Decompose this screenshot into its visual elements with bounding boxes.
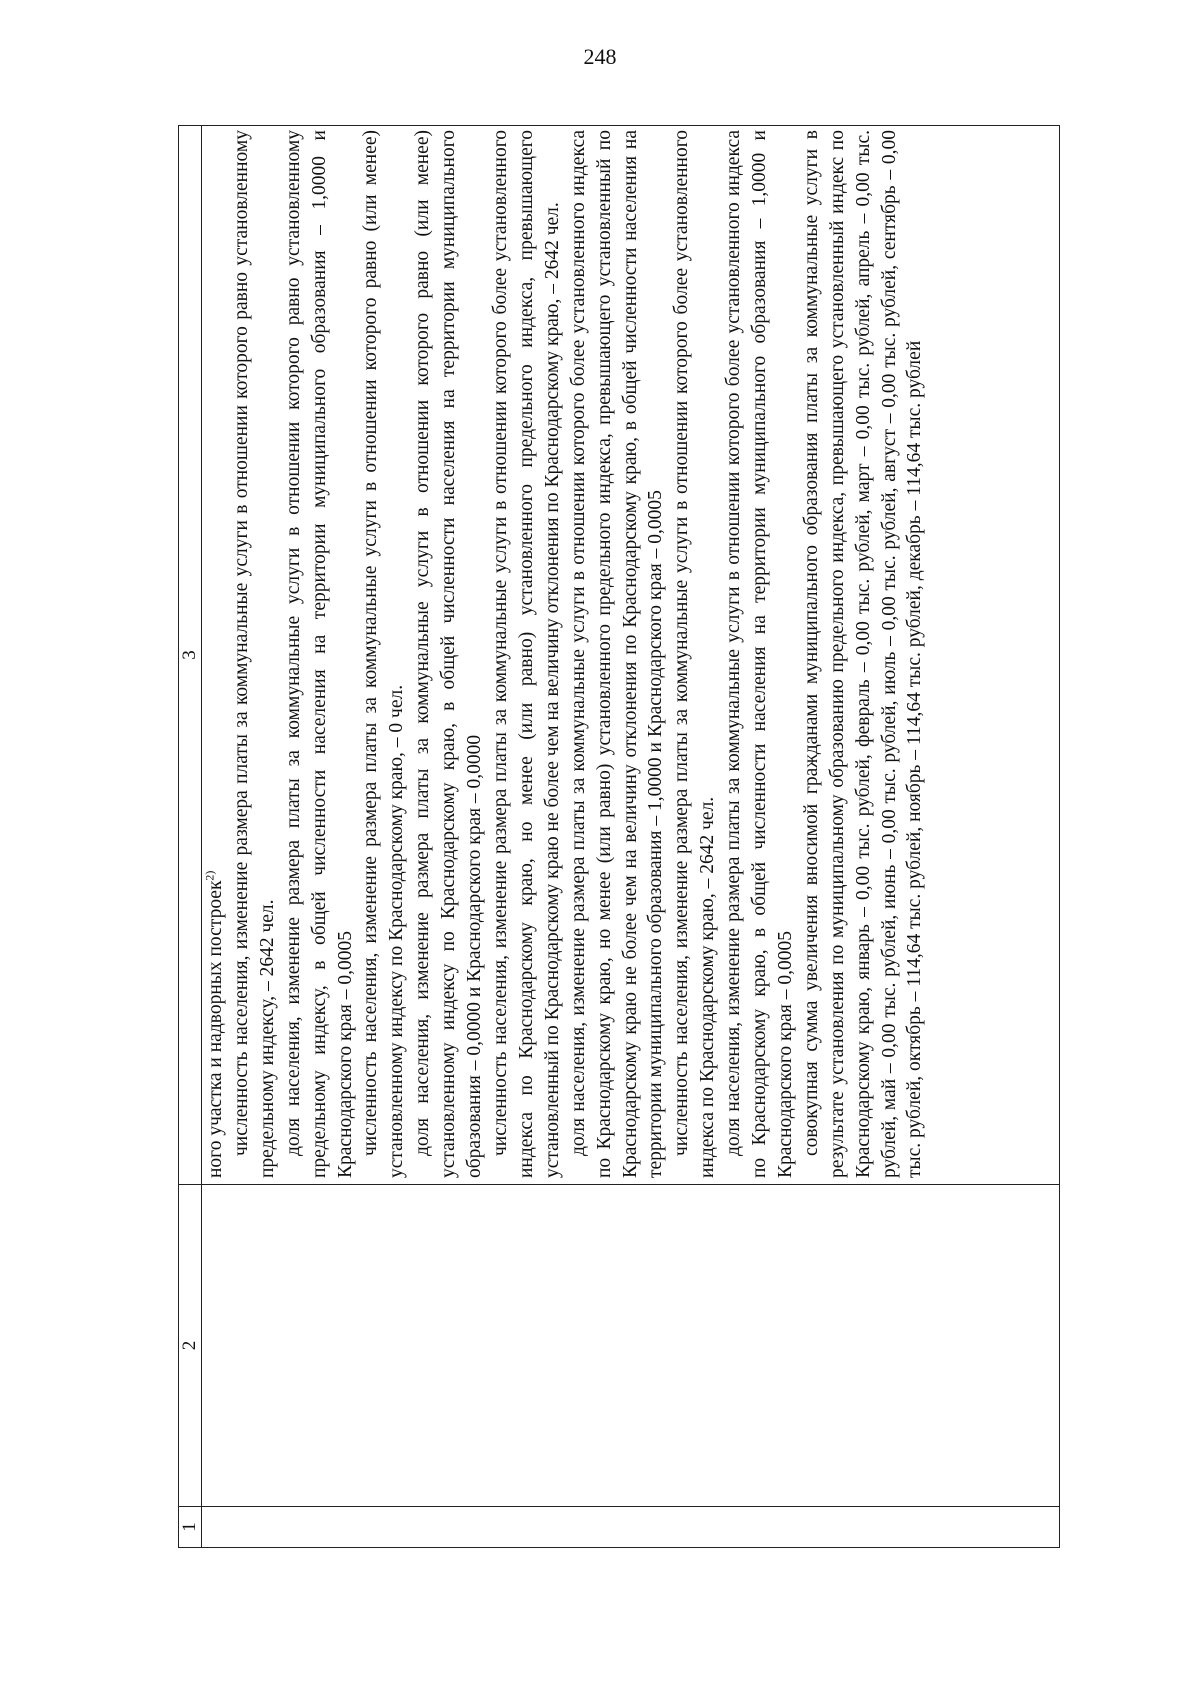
paragraph-total-increase: совокупная сумма увеличения вносимой гражданами муниципального образования платы за коммунальные услуги в результате установления по муниципальному образованию предельного индекса, превышающего установленный индекс по Краснодарскому краю, январь – 0,00 тыс. рублей, февраль – 0,00 тыс. рублей, март – 0,00 тыс. рублей, апрель – 0,00 тыс. рублей, май – 0,00 тыс. рублей, июнь – 0,00 тыс. рублей, июль – 0,00 тыс. рублей, август – 0,00 тыс. рублей, сентябрь – 0,00 тыс. рублей, октябрь – 114,64 тыс. рублей, ноябрь – 114,64 тыс. рублей, декабрь – 114,64 тыс. рублей bbox=[800, 130, 926, 1178]
table-header-row bbox=[179, 126, 202, 1548]
paragraph-share-above-regional: доля населения, изменение размера платы за коммунальные услуги в отношении которого более установленного индекса по Краснодарскому краю, в общей численности населения на территории муниципального образования – 1,0000 и Краснодарского края – 0,0005 bbox=[723, 130, 796, 1178]
header-col-1: 1 bbox=[179, 1507, 202, 1548]
paragraph-share-equal-limit: доля населения, изменение размера платы за коммунальные услуги в отношении которого равно установленному предельному индексу, в общей численности населения на территории муниципального образования – 1,0000 и Краснодарского края – 0,0005 bbox=[282, 130, 356, 1178]
table-row bbox=[202, 126, 1060, 1548]
paragraph-continuation bbox=[203, 130, 229, 1178]
cell-col-2 bbox=[202, 1185, 1060, 1507]
paragraph-share-within-deviation: доля населения, изменение размера платы за коммунальные услуги в отношении которого более установленного индекса по Краснодарскому краю, но менее (или равно) установленного предельного индекса, превышающего установленный по Краснодарскому краю не более чем на величину отклонения по Краснодарскому краю, в общей численности населения на территории муниципального образования – 1,0000 и Краснодарского края – 0,0005 bbox=[567, 130, 667, 1178]
header-col-2: 2 bbox=[179, 1185, 202, 1507]
continuation-table bbox=[178, 125, 1060, 1548]
rotated-table-frame bbox=[178, 126, 1060, 1548]
page-number: 248 bbox=[583, 44, 617, 69]
cell-col-1 bbox=[202, 1507, 1060, 1548]
footnote-mark: 2) bbox=[202, 870, 217, 881]
paragraph-text: ного участка и надворных построек bbox=[205, 880, 226, 1178]
cell-col-3 bbox=[202, 126, 1060, 1185]
paragraph-population-above-regional: численность населения, изменение размера платы за коммунальные услуги в отношении которого более установленного индекса по Краснодарскому краю, – 2642 чел. bbox=[671, 130, 719, 1178]
paragraph-population-le-regional: численность населения, изменение размера платы за коммунальные услуги в отношении которого равно (или менее) установленному индексу по Краснодарскому краю, – 0 чел. bbox=[360, 130, 408, 1178]
paragraph-population-within-deviation: численность населения, изменение размера платы за коммунальные услуги в отношении которого более установленного индекса по Краснодарскому краю, но менее (или равно) установленного предельного индекса, превышающего установленный по Краснодарскому краю не более чем на величину отклонения по Краснодарскому краю, – 2642 чел. bbox=[489, 130, 563, 1178]
paragraph-share-le-regional: доля населения, изменение размера платы за коммунальные услуги в отношении которого равно (или менее) установленному индексу по Краснодарскому краю, в общей численности населения на территории муниципального образования – 0,0000 и Краснодарского края – 0,0000 bbox=[412, 130, 486, 1178]
rotated-table-area bbox=[178, 126, 1060, 1548]
header-col-3: 3 bbox=[179, 126, 202, 1185]
indicator-text bbox=[202, 126, 928, 1184]
paragraph-population-equal-limit: численность населения, изменение размера платы за коммунальные услуги в отношении которого равно установленному предельному индексу, – 2642 чел. bbox=[230, 130, 278, 1178]
